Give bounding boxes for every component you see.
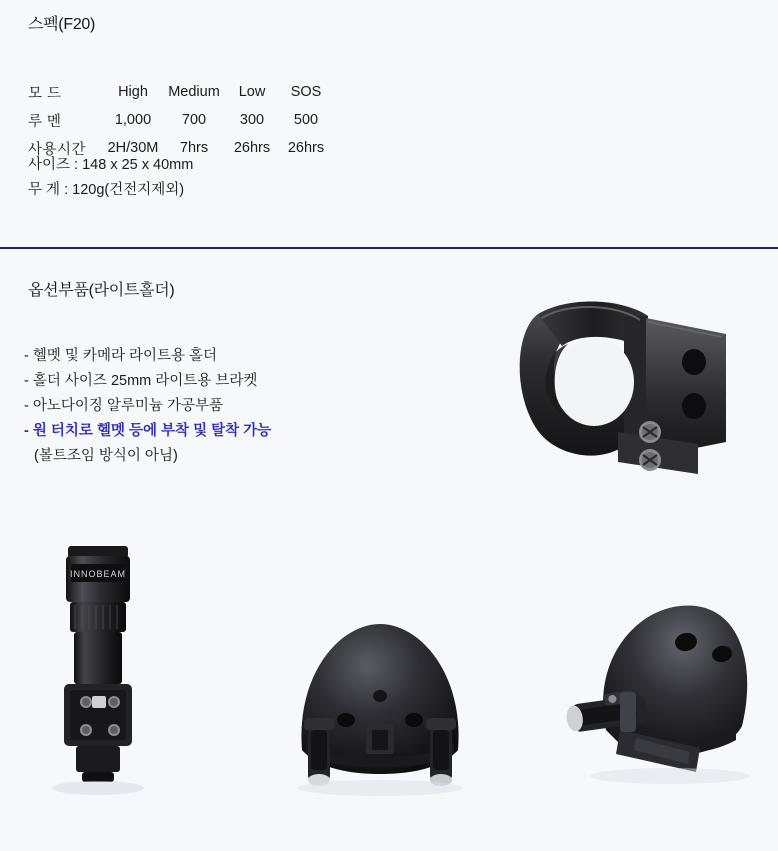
spec-cell-high: 1,000 (114, 112, 152, 128)
spec-size-line: 사이즈 : 148 x 25 x 40mm (28, 157, 194, 173)
spec-row-label: 루 멘 (28, 113, 62, 130)
list-item: - 원 터치로 헬멧 등에 부착 및 탈착 가능 (24, 423, 272, 439)
spec-cell-high: 2H/30M (107, 140, 159, 156)
spec-row-label: 사용시간 (28, 141, 87, 158)
spec-weight-line: 무 게 : 120g(건전지제외) (28, 182, 185, 198)
flashlight-photo (30, 530, 210, 800)
spec-cell-medium: 700 (181, 112, 207, 128)
table-row (28, 106, 334, 134)
spec-cell-high: High (118, 84, 148, 100)
spec-cell-sos: SOS (290, 84, 322, 100)
list-item: - 아노다이징 알루미늄 가공부품 (24, 398, 224, 414)
spec-cell-medium: Medium (168, 84, 220, 100)
spec-cell-sos: 26hrs (287, 140, 325, 156)
spec-table (28, 78, 334, 162)
helmet-front-photo (262, 600, 497, 800)
spec-section-title: 스펙(F20) (28, 16, 96, 33)
helmet-side-photo (550, 580, 765, 800)
list-item: (볼트조임 방식이 아님) (34, 448, 178, 464)
spec-row-label: 모 드 (28, 85, 62, 102)
spec-cell-low: 300 (239, 112, 265, 128)
list-item: - 헬멧 및 카메라 라이트용 홀더 (24, 348, 218, 364)
list-item: - 홀더 사이즈 25mm 라이트용 브라켓 (24, 373, 258, 389)
table-row (28, 78, 334, 106)
svg-text:INNOBEAM: INNOBEAM (69, 569, 127, 579)
spec-cell-sos: 500 (293, 112, 319, 128)
spec-cell-low: 26hrs (233, 140, 271, 156)
light-holder-bracket-photo (498, 282, 750, 488)
spec-cell-medium: 7hrs (179, 140, 209, 156)
spec-cell-low: Low (238, 84, 266, 100)
section-divider (0, 247, 778, 249)
option-bullet-list (24, 344, 271, 469)
option-section-title: 옵션부품(라이트홀더) (28, 282, 175, 299)
